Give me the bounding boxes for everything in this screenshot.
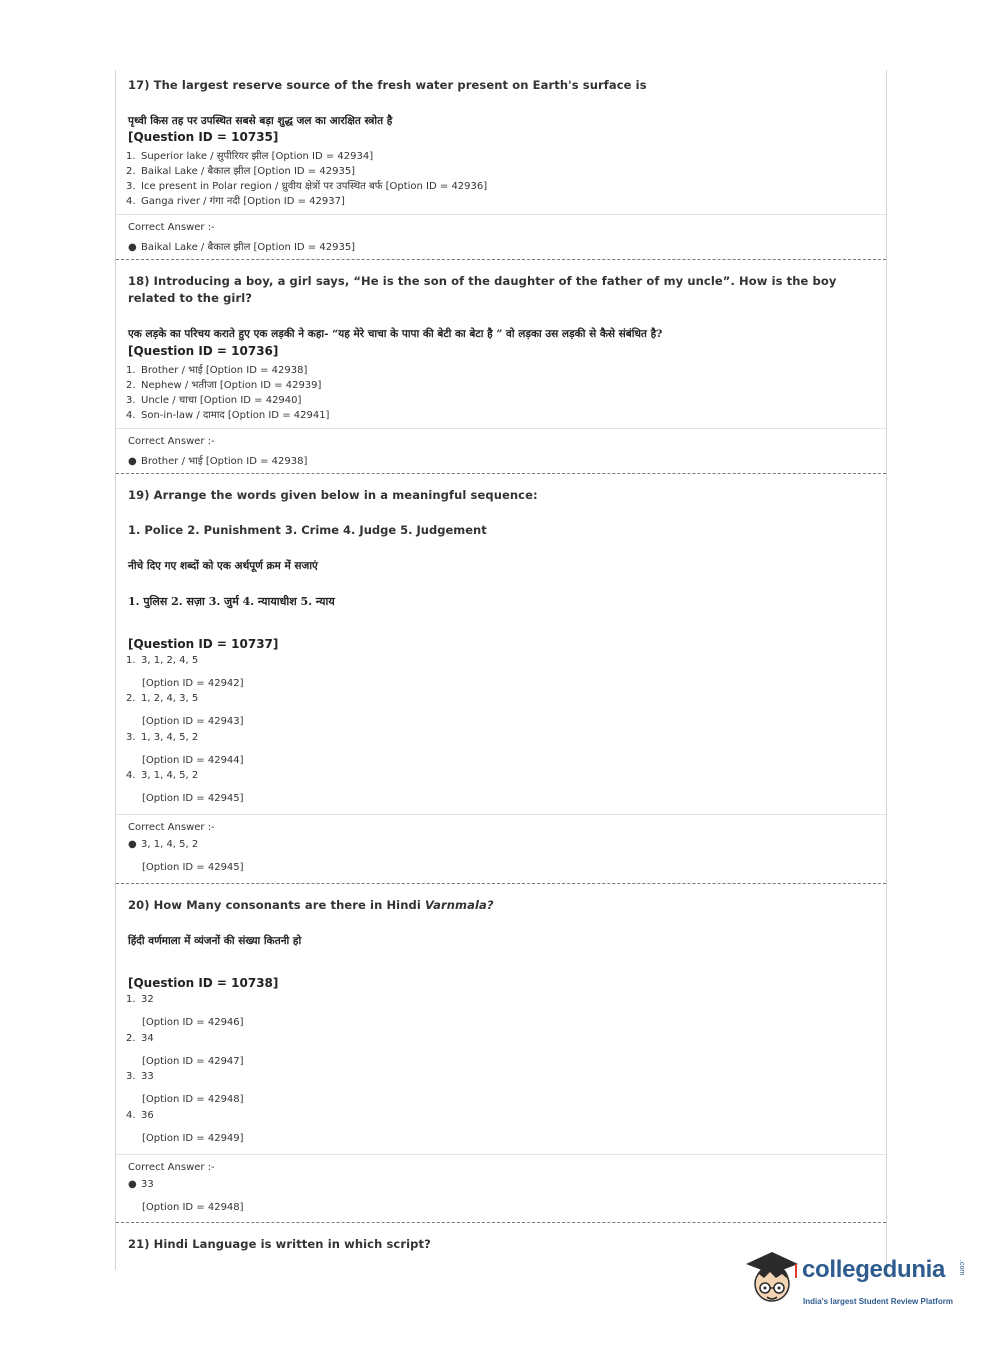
option-4: 4. 36: [126, 1110, 154, 1121]
collegedunia-logo: [742, 1250, 972, 1312]
option-3: 3. 33: [126, 1071, 154, 1082]
correct-answer: ● Brother / भाई [Option ID = 42938]: [128, 456, 308, 467]
option-1-id: [Option ID = 42942]: [142, 678, 244, 689]
question-title: 20) How Many consonants are there in Hindi Varnmala?: [128, 898, 494, 912]
divider: [116, 428, 886, 429]
correct-answer: ● 3, 1, 4, 5, 2: [128, 839, 199, 850]
option-1: 1. 3, 1, 2, 4, 5: [126, 655, 199, 666]
sequence-english: 1. Police 2. Punishment 3. Crime 4. Judge 5. Judgement: [128, 523, 487, 537]
question-title: 19) Arrange the words given below in a meaningful sequence:: [128, 488, 538, 502]
correct-answer-label: Correct Answer :-: [128, 436, 215, 447]
option-3: 3. Ice present in Polar region / ध्रुवीय क्षेत्रों पर उपस्थित बर्फ [Option ID = 42936]: [126, 181, 488, 192]
question-title: 18) Introducing a boy, a girl says, “He is the son of the daughter of the father of my uncle”. How is the boy related to the girl?: [128, 274, 837, 305]
option-2: 2. Baikal Lake / बैकाल झील [Option ID = 42935]: [126, 166, 356, 177]
question-separator: [116, 473, 886, 474]
question-paper-frame: [115, 70, 887, 1270]
option-2-id: [Option ID = 42947]: [142, 1056, 244, 1067]
option-1-id: [Option ID = 42946]: [142, 1017, 244, 1028]
logo-wordmark: collegedunia: [802, 1256, 946, 1283]
option-4: 4. Ganga river / गंगा नदी [Option ID = 42937]: [126, 196, 345, 207]
option-1: 1. Superior lake / सुपीरियर झील [Option ID = 42934]: [126, 151, 374, 162]
option-4: 4. 3, 1, 4, 5, 2: [126, 770, 199, 781]
logo-tagline: India's largest Student Review Platform: [803, 1297, 953, 1306]
question-separator: [116, 1222, 886, 1223]
option-4-id: [Option ID = 42949]: [142, 1133, 244, 1144]
question-title: 17) The largest reserve source of the fresh water present on Earth's surface is: [128, 78, 647, 92]
divider: [116, 1154, 886, 1155]
correct-answer-label: Correct Answer :-: [128, 222, 215, 233]
option-1: 1. Brother / भाई [Option ID = 42938]: [126, 365, 308, 376]
correct-answer: ● 33: [128, 1179, 154, 1190]
question-hindi: पृथ्वी किस तह पर उपस्थित सबसे बड़ा शुद्ध जल का आरक्षित स्त्रोत है: [128, 115, 393, 127]
divider: [116, 814, 886, 815]
correct-answer: ● Baikal Lake / बैकाल झील [Option ID = 42935]: [128, 242, 356, 253]
option-2-id: [Option ID = 42943]: [142, 716, 244, 727]
question-id: [Question ID = 10735]: [128, 130, 279, 144]
sequence-hindi: 1. पुलिस 2. सज़ा 3. जुर्म 4. न्यायाधीश 5. न्याय: [128, 595, 335, 608]
correct-answer-label: Correct Answer :-: [128, 1162, 215, 1173]
option-2: 2. 1, 2, 4, 3, 5: [126, 693, 199, 704]
question-hindi: एक लड़के का परिचय कराते हुए एक लड़की ने कहा- “यह मेरे चाचा के पापा की बेटी का बेटा है ” वो लड़का उस लड़की से कैसे संबंधित है?: [128, 328, 663, 340]
question-separator: [116, 883, 886, 884]
option-3-id: [Option ID = 42944]: [142, 755, 244, 766]
option-3: 3. Uncle / चाचा [Option ID = 42940]: [126, 395, 302, 406]
option-2: 2. Nephew / भतीजा [Option ID = 42939]: [126, 380, 322, 391]
question-separator: [116, 259, 886, 260]
graduate-mascot-icon: [742, 1250, 800, 1310]
question-id: [Question ID = 10738]: [128, 976, 279, 990]
correct-answer-id: [Option ID = 42945]: [142, 862, 244, 873]
option-3-id: [Option ID = 42948]: [142, 1094, 244, 1105]
correct-answer-label: Correct Answer :-: [128, 822, 215, 833]
correct-answer-id: [Option ID = 42948]: [142, 1202, 244, 1213]
question-title: 21) Hindi Language is written in which script?: [128, 1237, 431, 1251]
option-1: 1. 32: [126, 994, 154, 1005]
question-id: [Question ID = 10736]: [128, 344, 279, 358]
logo-domain-suffix: .com: [958, 1260, 965, 1276]
option-3: 3. 1, 3, 4, 5, 2: [126, 732, 199, 743]
question-hindi: हिंदी वर्णमाला में व्यंजनों की संख्या कितनी हो: [128, 935, 302, 947]
option-4-id: [Option ID = 42945]: [142, 793, 244, 804]
question-id: [Question ID = 10737]: [128, 637, 279, 651]
option-4: 4. Son-in-law / दामाद [Option ID = 42941]: [126, 410, 330, 421]
option-2: 2. 34: [126, 1033, 154, 1044]
divider: [116, 214, 886, 215]
question-hindi: नीचे दिए गए शब्दों को एक अर्थपूर्ण क्रम में सजाएं: [128, 560, 318, 572]
